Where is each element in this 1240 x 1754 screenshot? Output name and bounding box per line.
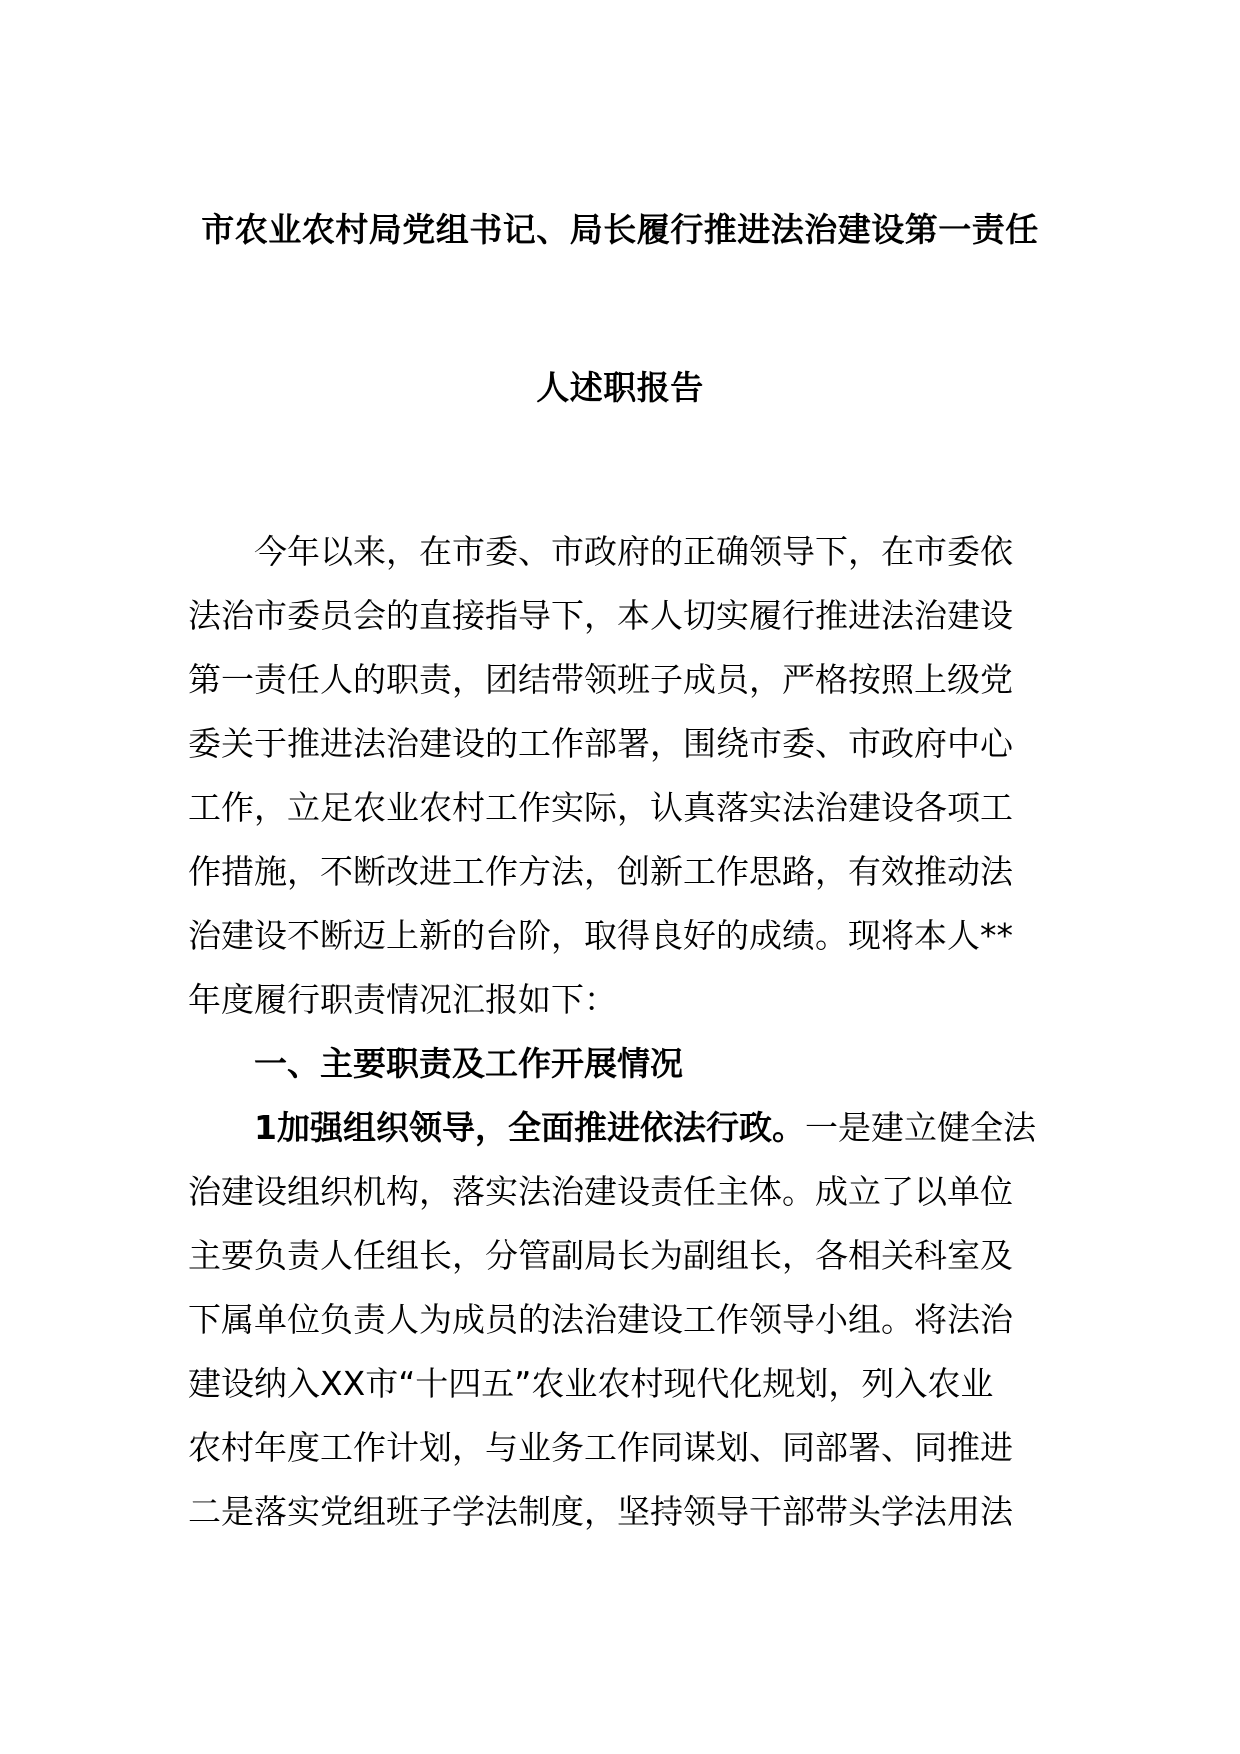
subsection-first-line [254,1096,1036,1160]
document-title-line-2: 人述职报告 [536,368,704,407]
text-line: 法治市委员会的直接指导下，本人切实履行推进法治建设 [188,596,1013,635]
text-line: 治建设不断迈上新的台阶，取得良好的成绩。现将本人** [188,916,1013,955]
text-line: 治建设组织机构，落实法治建设责任主体。成立了以单位 [188,1172,1013,1211]
text-line: 作措施，不断改进工作方法，创新工作思路，有效推动法 [188,852,1013,891]
text-line: 二是落实党组班子学法制度，坚持领导干部带头学法用法 [188,1492,1013,1531]
text-line: 年度履行职责情况汇报如下： [188,980,617,1019]
subsection-heading: 1加强组织领导，全面推进依法行政。 [254,1108,805,1147]
section-heading: 一、主要职责及工作开展情况 [254,1044,683,1083]
text-line: 农村年度工作计划，与业务工作同谋划、同部署、同推进 [188,1428,1013,1467]
text-line: 建设纳入XX市“十四五”农业农村现代化规划，列入农业 [188,1364,994,1403]
document-title-line-1: 市农业农村局党组书记、局长履行推进法治建设第一责任 [201,210,1039,249]
text-line: 委关于推进法治建设的工作部署，围绕市委、市政府中心 [188,724,1013,763]
text-line: 工作，立足农业农村工作实际，认真落实法治建设各项工 [188,788,1013,827]
subsection-text: 一是建立健全法 [804,1108,1036,1147]
text-line: 下属单位负责人为成员的法治建设工作领导小组。将法治 [188,1300,1013,1339]
text-line: 第一责任人的职责，团结带领班子成员，严格按照上级党 [188,660,1013,699]
text-line: 今年以来，在市委、市政府的正确领导下，在市委依 [254,532,1013,571]
text-line: 主要负责人任组长，分管副局长为副组长，各相关科室及 [188,1236,1013,1275]
